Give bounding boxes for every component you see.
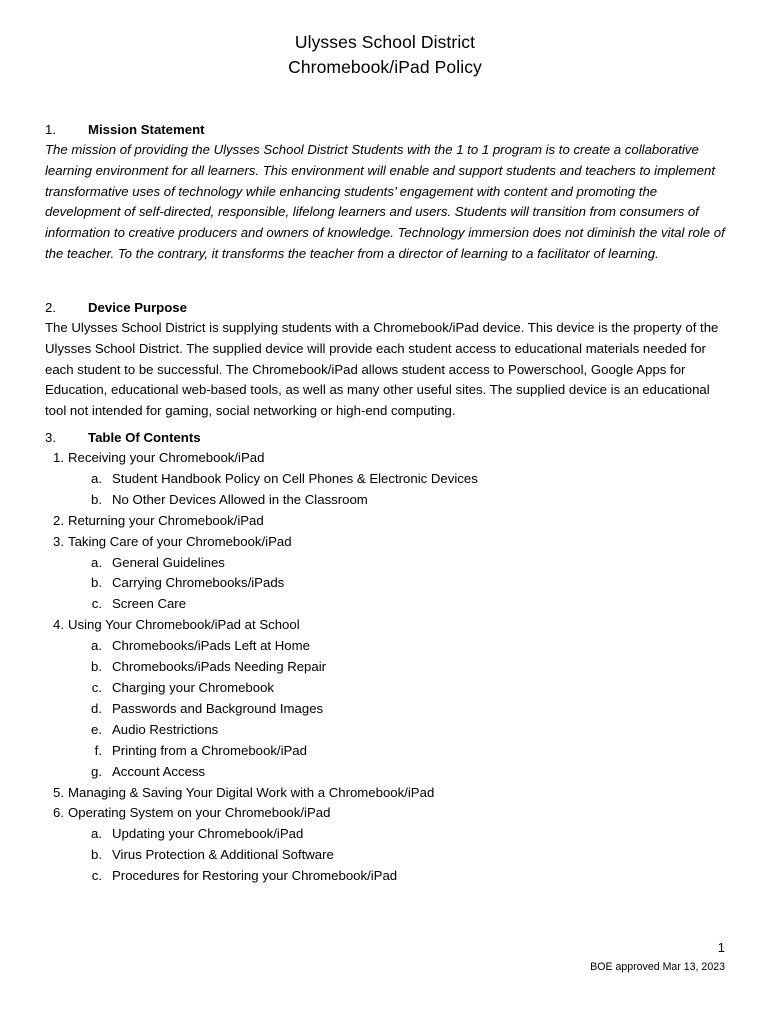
toc-item[interactable] bbox=[45, 469, 727, 490]
toc-item-label: Charging your Chromebook bbox=[112, 679, 274, 695]
toc-item[interactable] bbox=[45, 657, 727, 678]
toc-item-marker: c. bbox=[91, 596, 102, 612]
toc-item[interactable] bbox=[45, 678, 727, 699]
toc-item[interactable] bbox=[45, 783, 727, 804]
toc-item[interactable] bbox=[45, 511, 727, 532]
toc-item-marker: b. bbox=[91, 659, 102, 675]
toc-item-marker: a. bbox=[91, 826, 102, 842]
toc-item-label: Chromebooks/iPads Left at Home bbox=[112, 638, 310, 654]
title-line-1: Ulysses School District bbox=[294, 32, 476, 52]
toc-item[interactable] bbox=[45, 803, 727, 824]
toc-item-marker: b. bbox=[91, 847, 102, 863]
section-heading bbox=[45, 428, 727, 447]
toc-item[interactable] bbox=[45, 532, 727, 553]
toc-item[interactable] bbox=[45, 699, 727, 720]
toc-item-label: Virus Protection & Additional Software bbox=[112, 847, 334, 863]
toc-item[interactable] bbox=[45, 720, 727, 741]
toc-item-label: Passwords and Background Images bbox=[112, 700, 324, 716]
toc-item[interactable] bbox=[45, 553, 727, 574]
toc-item-marker: a. bbox=[91, 638, 102, 654]
toc-item-marker: 3. bbox=[53, 533, 64, 549]
toc-item-label: Chromebooks/iPads Needing Repair bbox=[112, 659, 327, 675]
document-title bbox=[0, 30, 770, 80]
toc-item-marker: 6. bbox=[53, 805, 64, 821]
mission-statement-body: The mission of providing the Ulysses School District Students with the 1 to 1 program is to create a collaborative learning environment for all learners. This environment will enable and support students and teachers to implement transformative uses of technology while enhancing students’ engagement with content and promoting the development of self-directed, responsible, lifelong learners and users. Students will transition from consumers of information to creative producers and owners of knowledge. Technology immersion does not diminish the vital role of the teacher. To the contrary, it transforms the teacher from a director of learning to a facilitator of learning. bbox=[45, 142, 725, 261]
toc-item-label: Student Handbook Policy on Cell Phones & Electronic Devices bbox=[112, 470, 478, 486]
toc-item-label: Using Your Chromebook/iPad at School bbox=[68, 617, 300, 633]
toc-item[interactable] bbox=[45, 741, 727, 762]
toc-item-label: Screen Care bbox=[112, 596, 187, 612]
section-title: Device Purpose bbox=[88, 300, 187, 315]
toc-item[interactable] bbox=[45, 636, 727, 657]
toc-item-marker: e. bbox=[91, 721, 102, 737]
toc-item-label: Operating System on your Chromebook/iPad bbox=[68, 805, 331, 821]
section-title: Table Of Contents bbox=[88, 430, 201, 445]
toc-item-marker: a. bbox=[91, 470, 102, 486]
section-mission-statement bbox=[45, 120, 727, 265]
page-number: 1 bbox=[717, 940, 725, 955]
toc-item-label: Receiving your Chromebook/iPad bbox=[68, 450, 265, 465]
toc-item[interactable] bbox=[45, 573, 727, 594]
toc-item-label: General Guidelines bbox=[112, 554, 225, 570]
toc-item-label: Account Access bbox=[112, 763, 206, 779]
toc-item-label: Updating your Chromebook/iPad bbox=[112, 826, 304, 842]
section-title: Mission Statement bbox=[88, 122, 205, 137]
section-table-of-contents bbox=[45, 428, 727, 887]
device-purpose-body: The Ulysses School District is supplying students with a Chromebook/iPad device. This device is the property of the Ulysses School District. The supplied device will provide each student access to educational materials needed for each student to be successful. The Chromebook/iPad allows student access to Powerschool, Google Apps for Education, educational web-based tools, as well as many other useful sites. The supplied device is an educational tool not intended for gaming, social networking or high-end computing. bbox=[45, 320, 719, 419]
toc-item-marker: c. bbox=[91, 868, 102, 884]
toc-item[interactable] bbox=[45, 448, 727, 469]
title-line-2: Chromebook/iPad Policy bbox=[288, 57, 482, 77]
toc-item[interactable] bbox=[45, 866, 727, 887]
toc-item-marker: b. bbox=[91, 575, 102, 591]
toc-item[interactable] bbox=[45, 824, 727, 845]
section-number: 1. bbox=[45, 122, 56, 137]
toc-item-label: Audio Restrictions bbox=[112, 721, 219, 737]
toc-item-marker: f. bbox=[94, 742, 102, 758]
toc-item[interactable] bbox=[45, 762, 727, 783]
toc-item-label: Printing from a Chromebook/iPad bbox=[112, 742, 307, 758]
toc-item-label: No Other Devices Allowed in the Classroom bbox=[112, 491, 368, 507]
section-device-purpose bbox=[45, 298, 727, 422]
section-number: 3. bbox=[45, 430, 56, 445]
toc-item-marker: 4. bbox=[53, 617, 64, 633]
toc-item[interactable] bbox=[45, 490, 727, 511]
toc-item-label: Procedures for Restoring your Chromebook/iPad bbox=[112, 868, 398, 884]
toc-item-label: Taking Care of your Chromebook/iPad bbox=[68, 533, 292, 549]
toc-item[interactable] bbox=[45, 845, 727, 866]
toc-item-marker: 5. bbox=[53, 784, 64, 800]
table-of-contents-list bbox=[45, 448, 727, 887]
section-heading bbox=[45, 298, 727, 317]
toc-item-marker: d. bbox=[91, 700, 102, 716]
toc-item-label: Carrying Chromebooks/iPads bbox=[112, 575, 285, 591]
toc-item-marker: c. bbox=[91, 679, 102, 695]
toc-item-marker: 2. bbox=[53, 512, 64, 528]
toc-item[interactable] bbox=[45, 615, 727, 636]
toc-item-marker: b. bbox=[91, 491, 102, 507]
toc-item-label: Returning your Chromebook/iPad bbox=[68, 512, 264, 528]
section-heading bbox=[45, 120, 727, 139]
section-number: 2. bbox=[45, 300, 56, 315]
toc-item-label: Managing & Saving Your Digital Work with a Chromebook/iPad bbox=[68, 784, 435, 800]
toc-item-marker: g. bbox=[91, 763, 102, 779]
toc-item-marker: 1. bbox=[53, 450, 64, 465]
toc-item-marker: a. bbox=[91, 554, 102, 570]
toc-item[interactable] bbox=[45, 594, 727, 615]
board-approval-note: BOE approved Mar 13, 2023 bbox=[590, 961, 725, 973]
